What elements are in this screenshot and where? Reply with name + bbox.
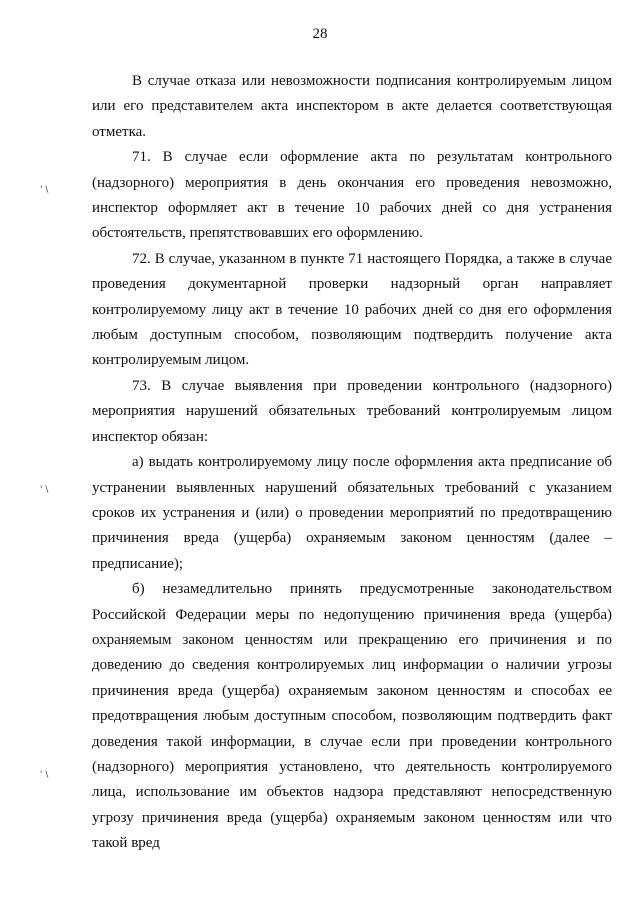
paragraph: 72. В случае, указанном в пункте 71 настоящего Порядка, а также в случае проведения документарной проверки надзорный орган направляет контролируемому лицу акт в течение 10 рабочих дней со дня его оформления любым доступным способом, позволяющим подтвердить получение акта контролируемым лицом. — [92, 250, 612, 369]
paragraph: б) незамедлительно принять предусмотренные законодательством Российской Федерации меры по недопущению причинения вреда (ущерба) охраняемым законом ценностям или прекращению его причинения и по доведению до сведения контролируемых лиц информации о наличии угрозы причинения вреда (ущерба) охраняемым законом ценностям и способах ее предотвращения любым доступным способом, позволяющим подтвердить факт доведения такой информации, в случае если при проведении контрольного (надзорного) мероприятия установлено, что деятельность контролируемого лица, использование им объектов надзора представляют непосредственную угрозу причинения вреда (ущерба) охраняемым законом ценностям или что такой вред — [92, 581, 612, 852]
paragraph: В случае отказа или невозможности подписания контролируемым лицом или его представителем акта инспектором в акте делается соответствующая отметка. — [92, 73, 612, 140]
paragraph: 73. В случае выявления при проведении контрольного (надзорного) мероприятия нарушений обязательных требований контролируемым лицом инспектор обязан: — [92, 377, 612, 445]
margin-mark: ' \ — [40, 185, 49, 195]
paragraph: а) выдать контролируемому лицу после оформления акта предписание об устранении выявленных нарушений обязательных требований с указанием сроков их устранения и (или) о проведении мероприятий по предотвращению причинения вреда (ущерба) охраняемым законом ценностям (далее – предписание); — [92, 454, 612, 572]
margin-mark: ' \ — [40, 770, 49, 780]
document-body — [92, 69, 612, 857]
margin-mark: ' \ — [40, 485, 49, 495]
page-number: 28 — [312, 26, 328, 42]
paragraph: 71. В случае если оформление акта по результатам контрольного (надзорного) мероприятия в день окончания его проведения невозможно, инспектор оформляет акт в течение 10 рабочих дней со дня устранения обстоятельств, препятствовавших его оформлению. — [92, 149, 612, 242]
